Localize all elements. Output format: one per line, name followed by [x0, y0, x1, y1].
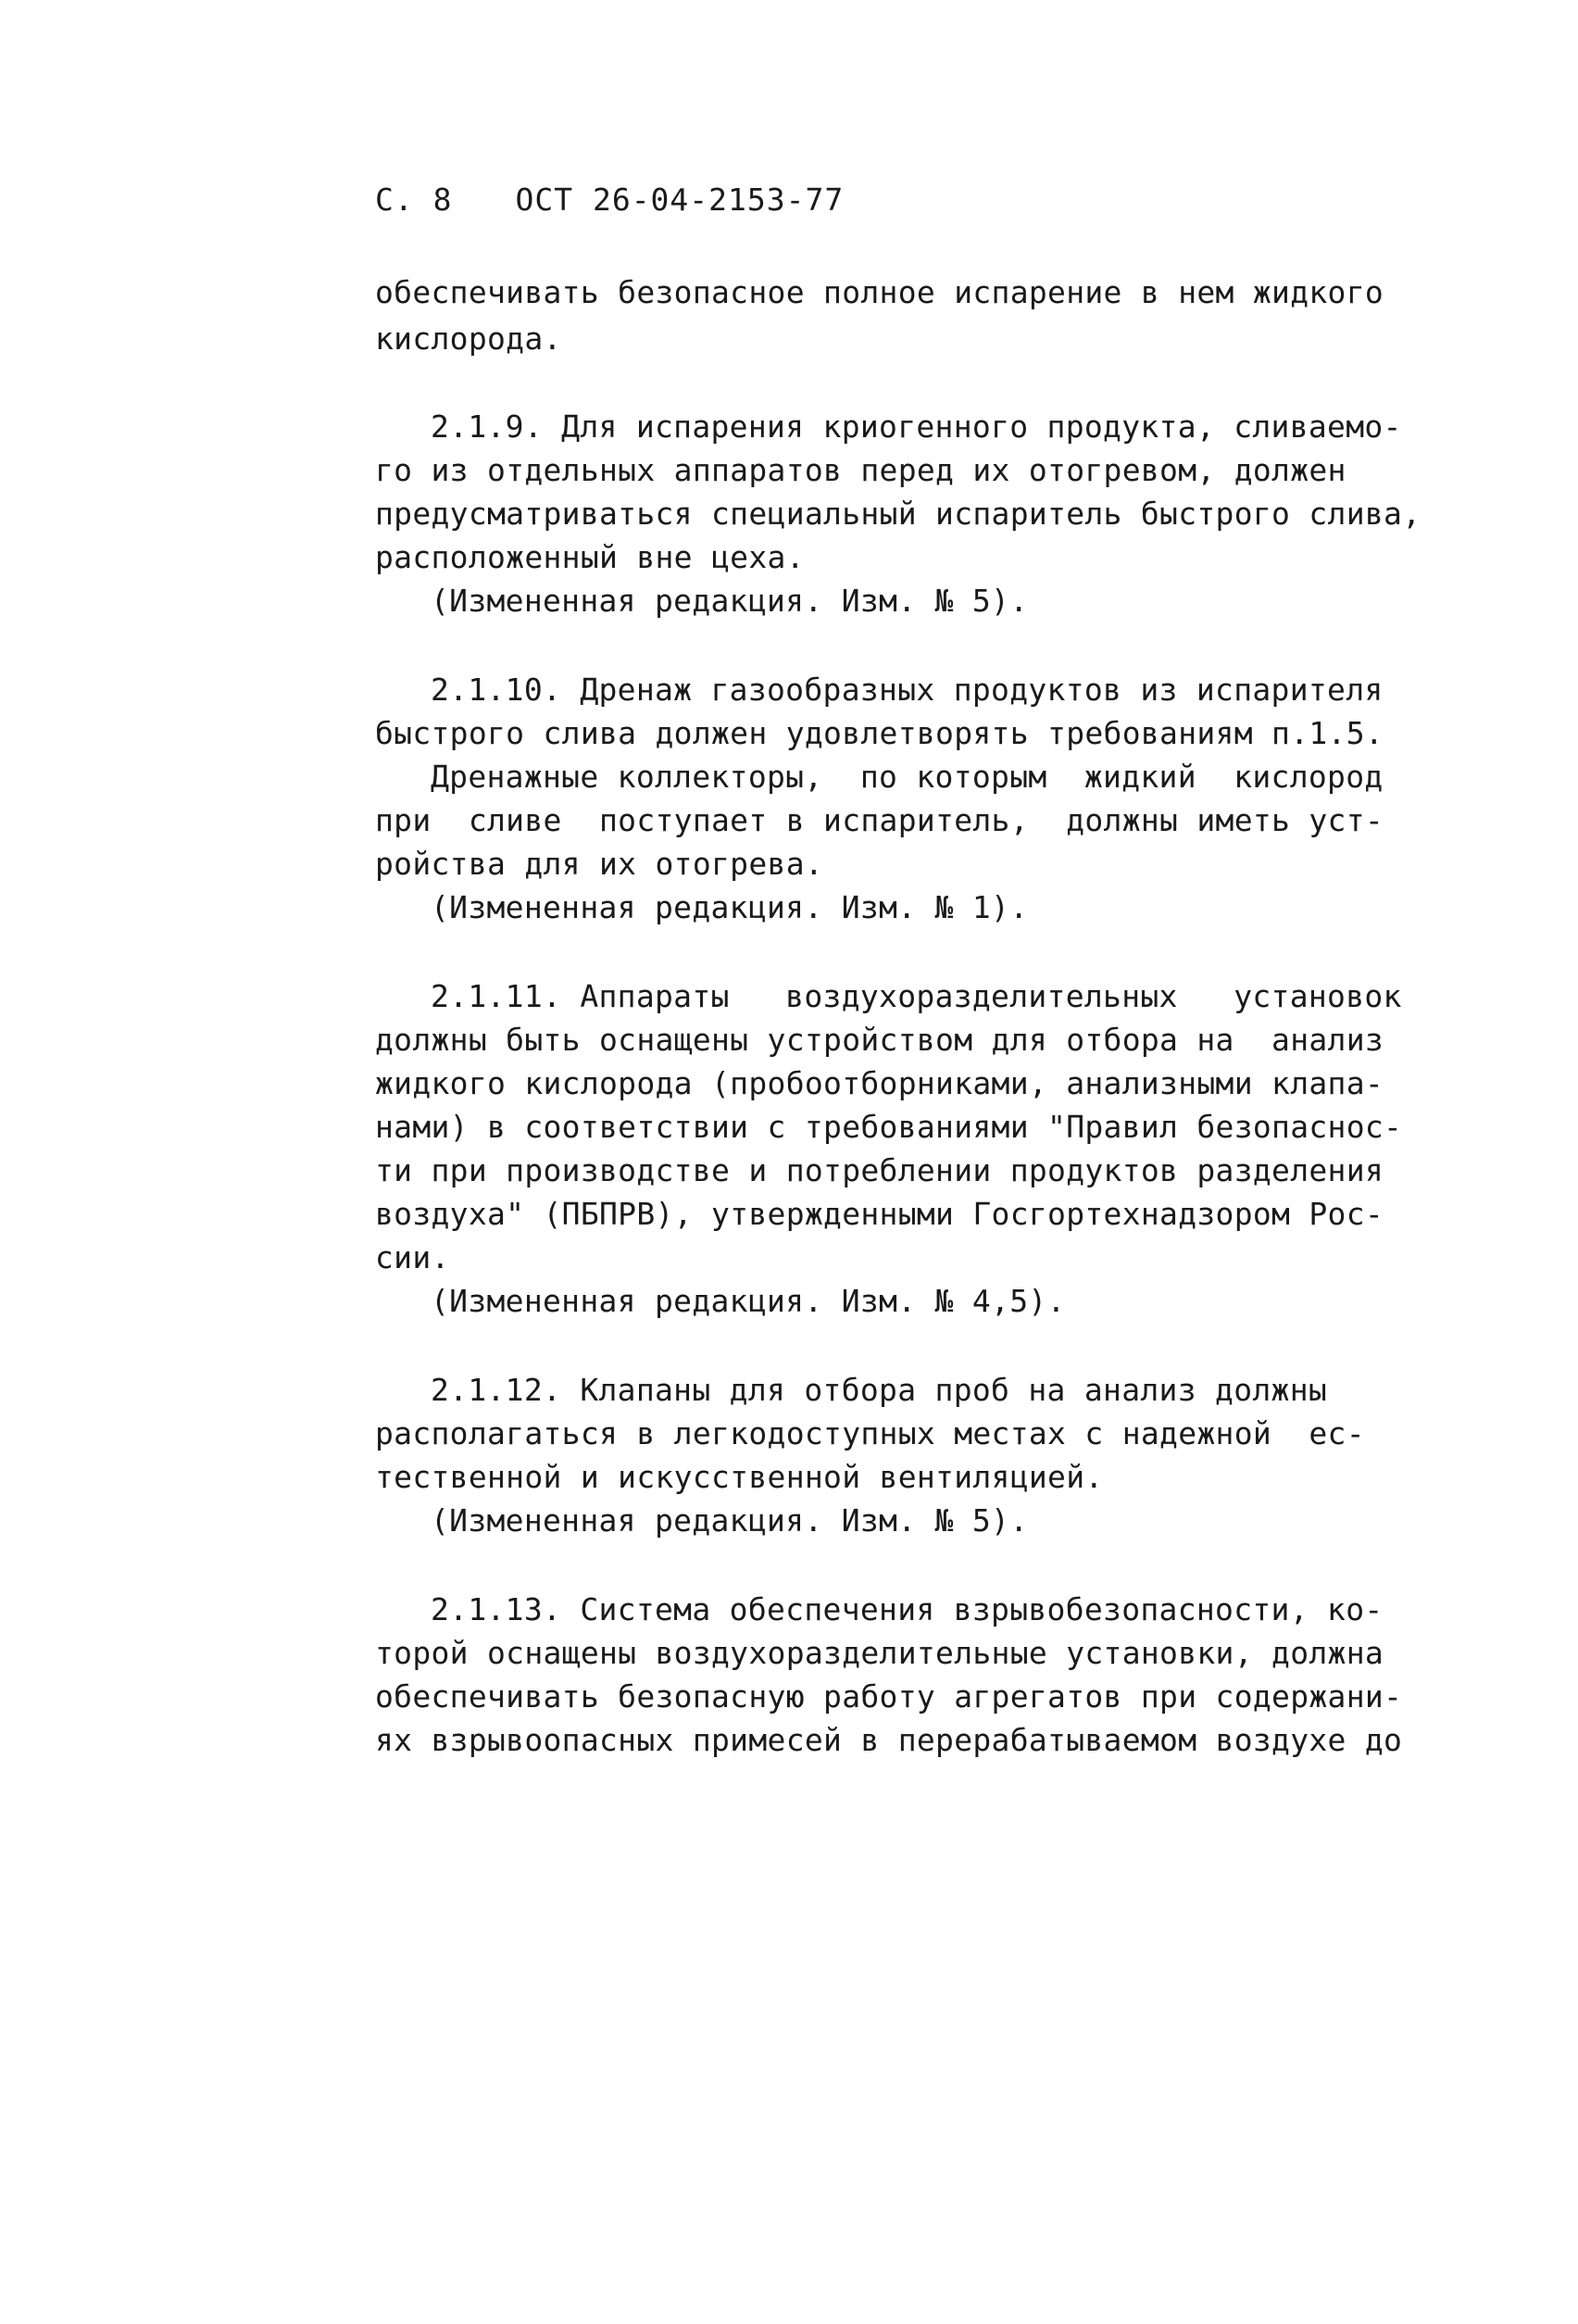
text-line: воздуха" (ПБПРВ), утвержденными Госгортехнадзором Рос-: [375, 1196, 1384, 1232]
text-line: ти при производстве и потреблении продуктов разделения: [375, 1152, 1384, 1188]
text-line: Дренажные коллекторы, по которым жидкий кислород: [431, 759, 1384, 795]
page-number: С. 8: [375, 182, 453, 218]
clause-2-1-13-start: 2.1.13. Система обеспечения взрывобезопасности, ко-: [431, 1591, 1384, 1627]
text-line: обеспечивать безопасную работу агрегатов при содержани-: [375, 1678, 1403, 1715]
text-line: го из отдельных аппаратов перед их отогревом, должен: [375, 452, 1346, 488]
standard-number: ОСТ 26-04-2153-77: [515, 182, 845, 218]
revision-note: (Измененная редакция. Изм. № 5).: [431, 583, 1029, 619]
text-line: предусматриваться специальный испаритель быстрого слива,: [375, 496, 1421, 532]
clause-2-1-9-start: 2.1.9. Для испарения криогенного продукта, сливаемо-: [431, 408, 1402, 445]
revision-note: (Измененная редакция. Изм. № 1).: [431, 889, 1029, 925]
text-line: сии.: [375, 1239, 450, 1275]
text-line: нами) в соответствии с требованиями "Правил безопаснос-: [375, 1109, 1403, 1145]
text-line: ях взрывоопасных примесей в перерабатываемом воздухе до: [375, 1722, 1403, 1758]
page-header: [375, 182, 844, 218]
revision-note: (Измененная редакция. Изм. № 5).: [431, 1502, 1029, 1539]
clause-2-1-10-start: 2.1.10. Дренаж газообразных продуктов из испарителя: [431, 672, 1384, 708]
text-line: кислорода.: [375, 320, 562, 357]
revision-note: (Измененная редакция. Изм. № 4,5).: [431, 1283, 1066, 1319]
clause-2-1-12-start: 2.1.12. Клапаны для отбора проб на анализ должны: [431, 1372, 1328, 1408]
text-line: ройства для их отогрева.: [375, 846, 824, 882]
text-line: тественной и искусственной вентиляцией.: [375, 1459, 1104, 1495]
text-line: быстрого слива должен удовлетворять требованиям п.1.5.: [375, 715, 1384, 751]
text-line: при сливе поступает в испаритель, должны иметь уст-: [375, 802, 1384, 838]
text-line: жидкого кислорода (пробоотборниками, анализными клапа-: [375, 1065, 1384, 1101]
text-line: располагаться в легкодоступных местах с надежной ес-: [375, 1415, 1365, 1451]
clause-2-1-11-start: 2.1.11. Аппараты воздухоразделительных установок: [431, 978, 1402, 1014]
text-line: расположенный вне цеха.: [375, 539, 805, 575]
text-line: должны быть оснащены устройством для отбора на анализ: [375, 1022, 1384, 1058]
text-line: обеспечивать безопасное полное испарение в нем жидкого: [375, 274, 1384, 310]
text-line: торой оснащены воздухоразделительные установки, должна: [375, 1635, 1384, 1671]
